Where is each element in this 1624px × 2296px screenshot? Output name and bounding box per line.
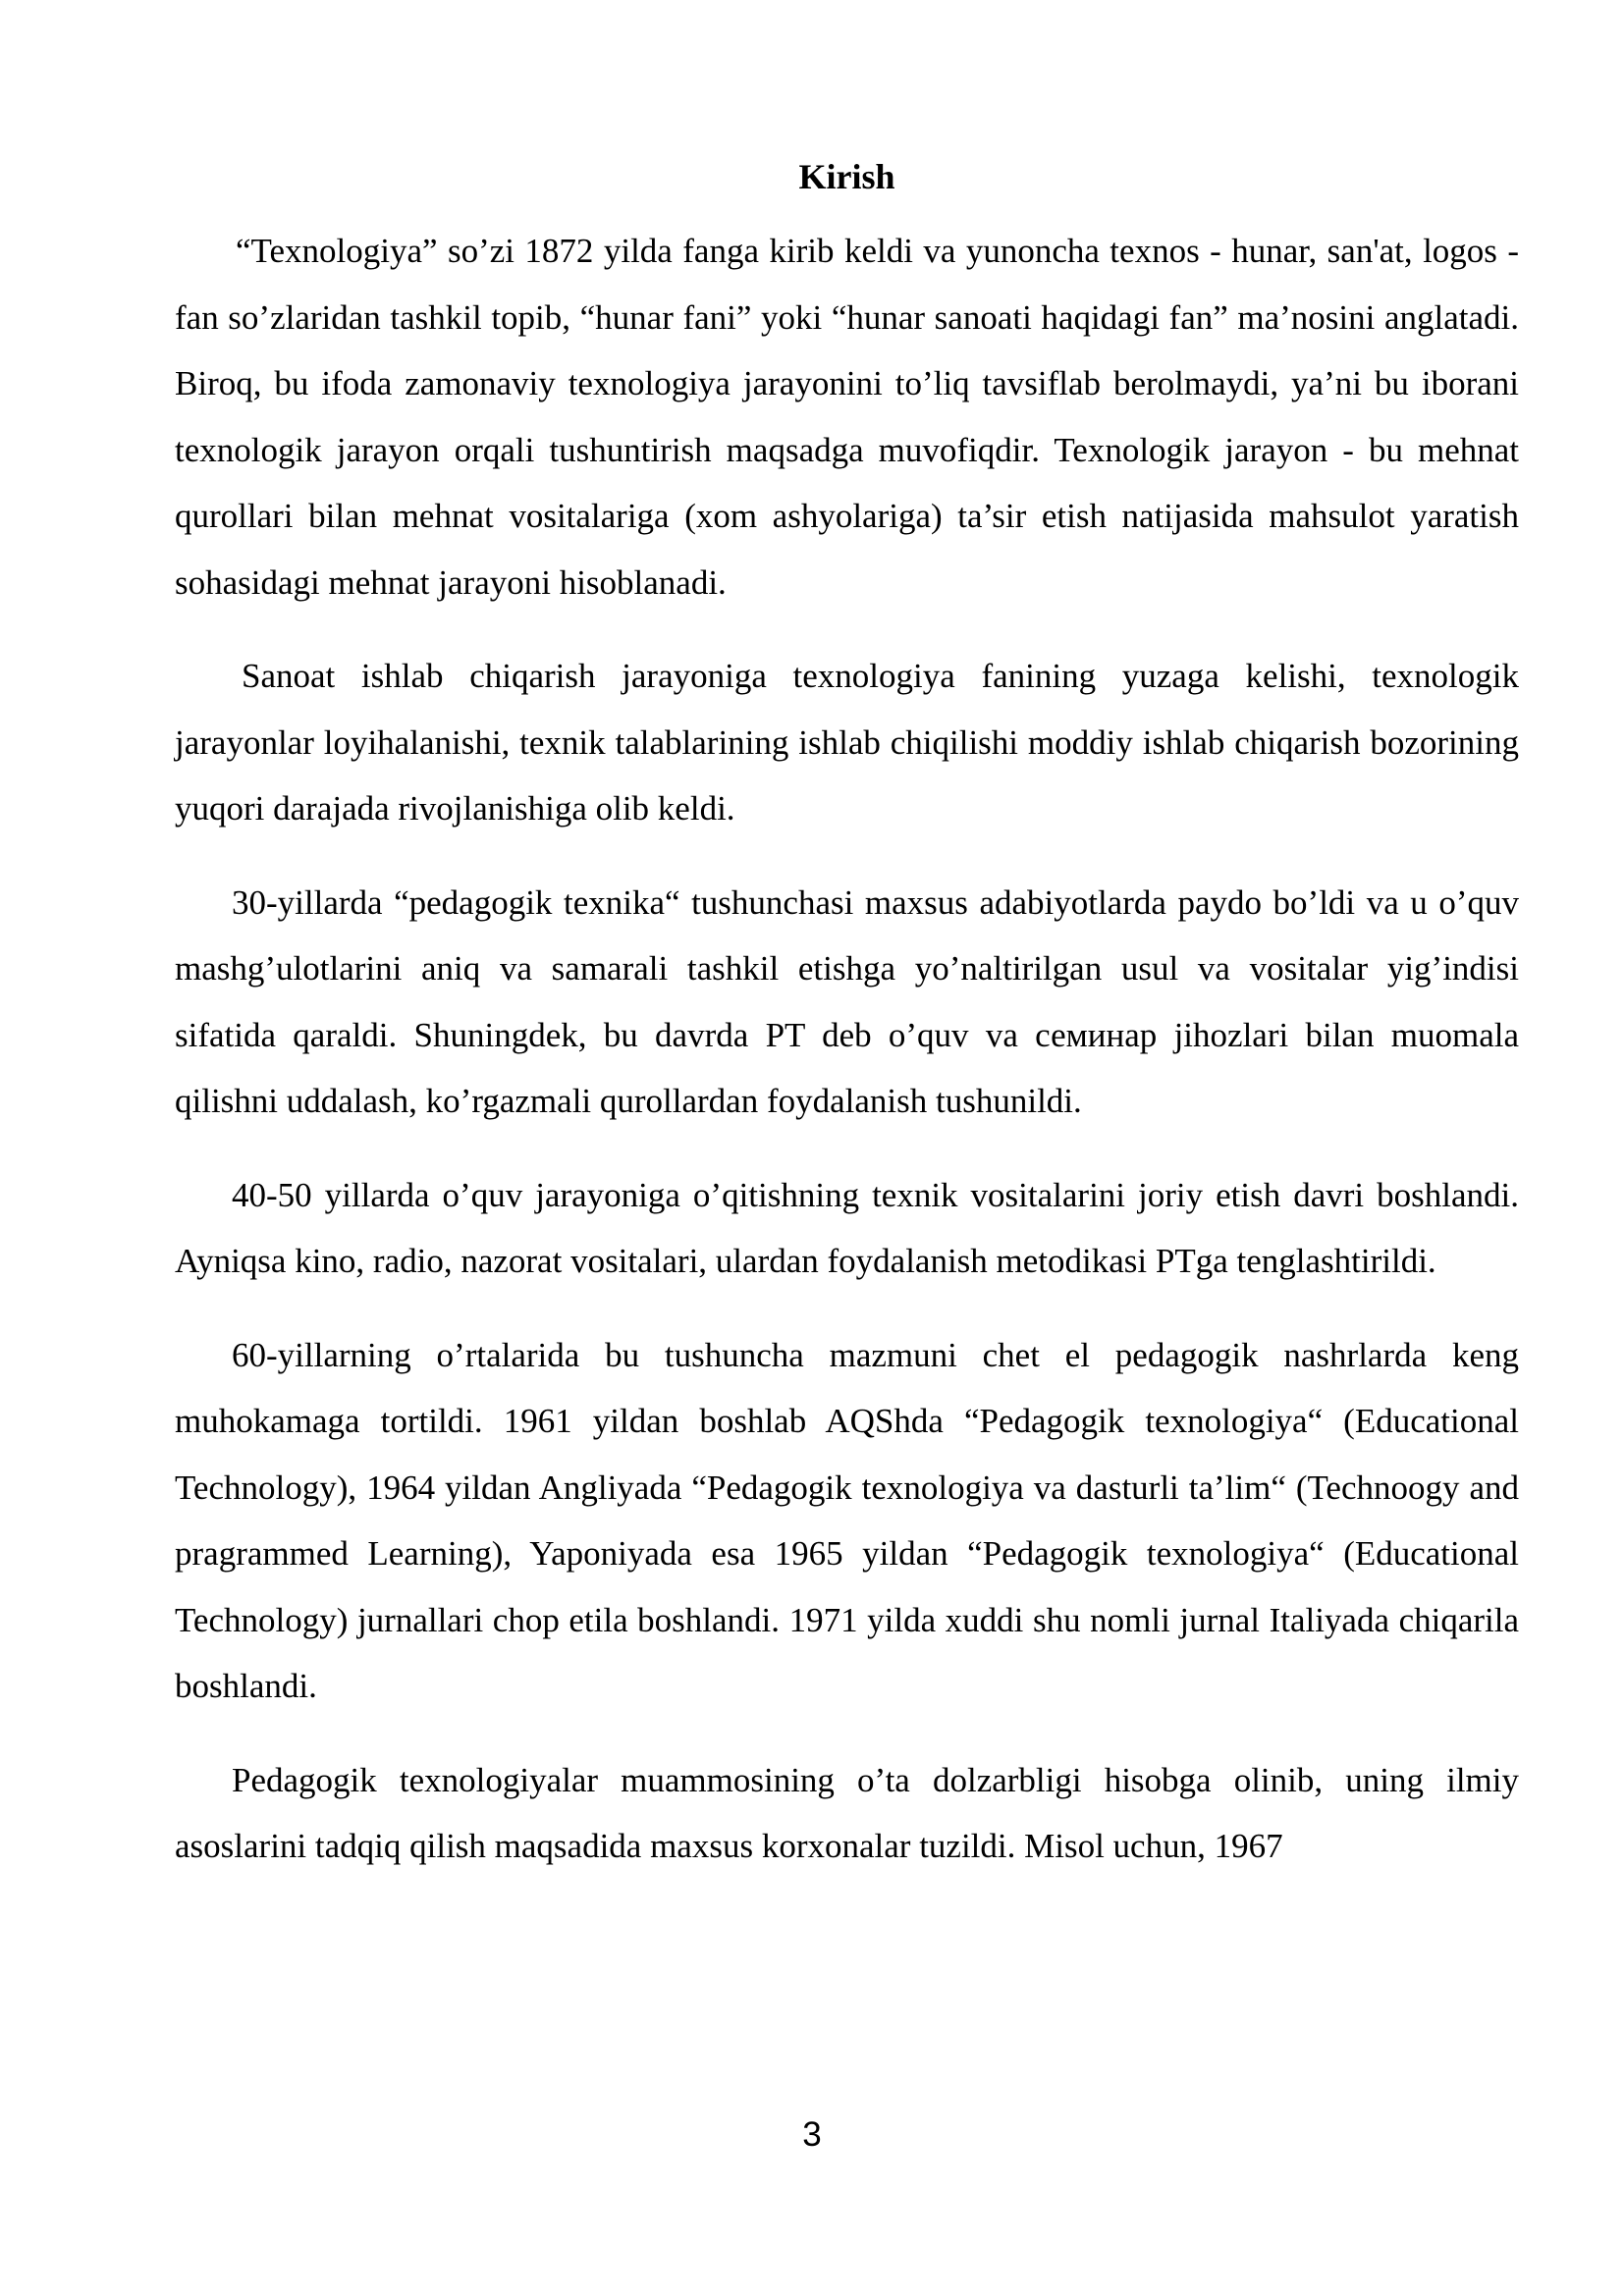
paragraph-1930s: 30-yillarda “pedagogik texnika“ tushunchasi maxsus adabiyotlarda paydo bo’ldi va u o’quv mashg’ulotlarini aniq va samarali tashkil etishga yo’naltirilgan usul va vositalar yig’indisi sifatida qaraldi. Shuningdek, bu davrda PT deb o’quv va семинар jihozlari bilan muomala qilishni uddalash, ko’rgazmali qurollardan foydalanish tushunildi. [175,882,1519,1120]
paragraph-1940s-1950s: 40-50 yillarda o’quv jarayoniga o’qitishning texnik vositalarini joriy etish davri boshlandi. Ayniqsa kino, radio, nazorat vositalari, ulardan foydalanish metodikasi PTga tenglashtirildi. [175,1175,1519,1280]
paragraph-1960s: 60-yillarning o’rtalarida bu tushuncha mazmuni chet el pedagogik nashrlarda keng muhokamaga tortildi. 1961 yildan boshlab AQShda “Pedagogik texnologiya“ (Educational Technology), 1964 yildan Angliyada “Pedagogik texnologiya va dasturli ta’lim“ (Technoogy and pragrammed Learning), Yaponiyada esa 1965 yildan “Pedagogik texnologiya“ (Educational Technology) jurnallari chop etila boshlandi. 1971 yilda xuddi shu nomli jurnal Italiyada chiqarila boshlandi. [175,1335,1519,1705]
page-number: 3 [802,2115,822,2154]
paragraph-industrial-production: Sanoat ishlab chiqarish jarayoniga texnologiya fanining yuzaga kelishi, texnologik jarayonlar loyihalanishi, texnik talablarining ishlab chiqilishi moddiy ishlab chiqarish bozorining yuqori darajada rivojlanishiga olib keldi. [175,657,1519,828]
paragraph-research-institutions: Pedagogik texnologiyalar muammosining o’ta dolzarbligi hisobga olinib, uning ilmiy asoslarini tadqiq qilish maqsadida maxsus korxonalar tuzildi. Misol uchun, 1967 [175,1760,1519,1865]
page-content [175,147,1519,1907]
paragraph-texnologiya-definition: “Texnologiya” so’zi 1872 yilda fanga kirib keldi va yunoncha texnos - hunar, san'at, logos - fan so’zlaridan tashkil topib, “hunar fani” yoki “hunar sanoati haqidagi fan” ma’nosini anglatadi. Biroq, bu ifoda zamonaviy texnologiya jarayonini to’liq tavsiflab berolmaydi, ya’ni bu iborani texnologik jarayon orqali tushuntirish maqsadga muvofiqdir. Texnologik jarayon - bu mehnat qurollari bilan mehnat vositalariga (xom ashyolariga) ta’sir etish natijasida mahsulot yaratish sohasidagi mehnat jarayoni hisoblanadi. [175,232,1519,602]
page-title: Kirish [798,157,895,196]
